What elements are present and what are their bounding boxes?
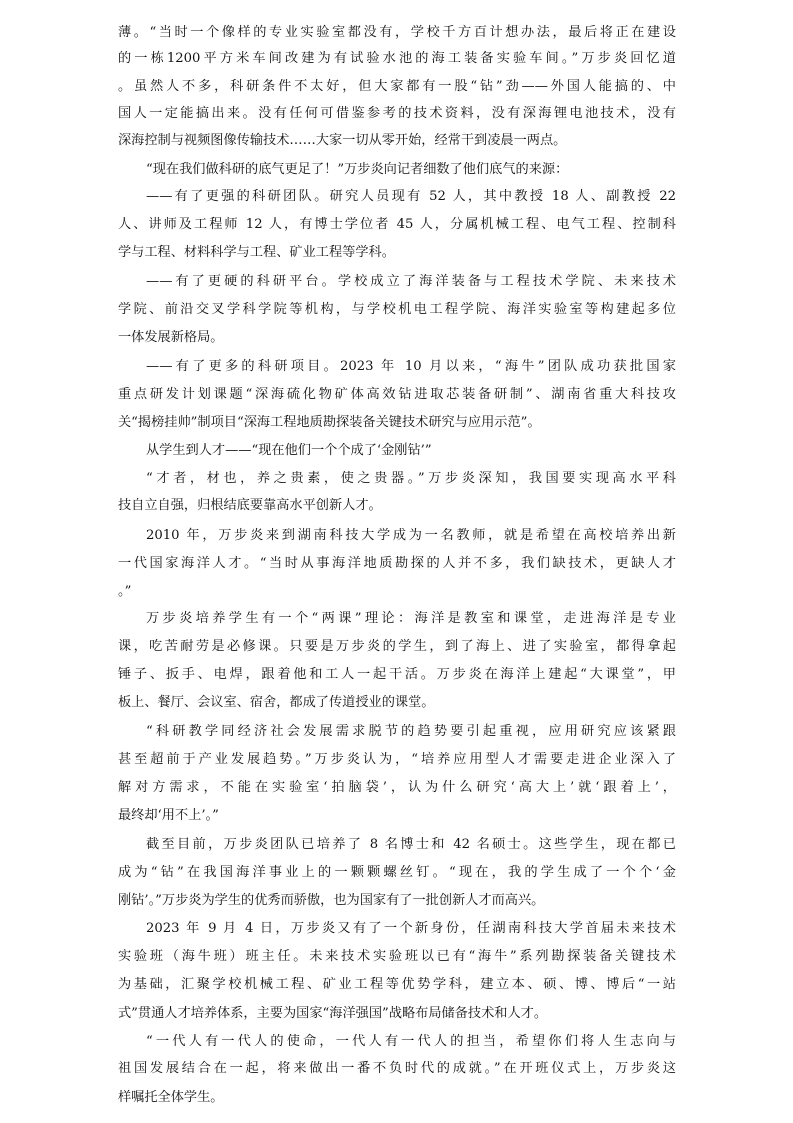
text-line: ——有了更强的科研团队。研究人员现有 52 人，其中教授 18 人、副教授 22	[146, 189, 676, 204]
text-line: 学与工程、材料科学与工程、矿业工程等学科。	[118, 245, 395, 260]
text-line: 薄。“当时一个像样的专业实验室都没有，学校千方百计想办法，最后将正在建设	[118, 25, 676, 40]
text-line: 2023 年 9 月 4 日，万步炎又有了一个新身份，任湖南科技大学首届未来技术	[146, 921, 676, 936]
text-line: “一代人有一代人的使命，一代人有一代人的担当，希望你们将人生志向与	[146, 1034, 676, 1049]
text-line: 技自立自强，归根结底要靠高水平创新人才。	[118, 498, 382, 513]
text-line: 锤子、扳手、电焊，跟着他和工人一起干活。万步炎在海洋上建起“大课堂”，甲	[118, 667, 676, 682]
text-line: ——有了更多的科研项目。2023 年 10 月以来，“海牛”团队成功获批国家	[146, 359, 676, 374]
text-line: 关“揭榜挂帅”制项目“深海工程地质勘探装备关键技术研究与应用示范”。	[118, 415, 541, 430]
text-line: 重点研发计划课题“深海硫化物矿体高效钻进取芯装备研制”、湖南省重大科技攻	[118, 387, 676, 402]
text-line: 实验班（海牛班）班主任。未来技术实验班以已有“海牛”系列勘探装备关键技术	[118, 949, 676, 964]
text-line: 祖国发展结合在一起，将来做出一番不负时代的成就。”在开班仪式上，万步炎这	[118, 1061, 676, 1076]
text-line: 为基础，汇聚学校机械工程、矿业工程等优势学科，建立本、硕、博、博后“一站	[118, 977, 676, 992]
text-line: 板上、餐厅、会议室、宿舍，都成了传道授业的课堂。	[118, 695, 435, 710]
text-line: “科研教学同经济社会发展需求脱节的趋势要引起重视，应用研究应该紧跟	[146, 724, 676, 739]
text-line: 一代国家海洋人才。“当时从事海洋地质勘探的人并不多，我们缺技术，更缺人才	[118, 556, 676, 571]
text-line: 截至目前，万步炎团队已培养了 8 名博士和 42 名硕士。这些学生，现在都已	[146, 837, 676, 852]
text-line: 2010 年，万步炎来到湖南科技大学成为一名教师，就是希望在高校培养出新	[146, 528, 676, 543]
text-line: 国人一定能搞出来。没有任何可借鉴参考的技术资料，没有深海锂电池技术，没有	[118, 106, 676, 121]
text-line: 解对方需求，不能在实验室‘拍脑袋’，认为什么研究‘高大上’就‘跟着上’，	[118, 780, 676, 795]
text-line: 成为“钻”在我国海洋事业上的一颗颗螺丝钉。“现在，我的学生成了一个个‘金	[118, 865, 676, 880]
text-line: “现在我们做科研的底气更足了！”万步炎向记者细数了他们底气的来源：	[146, 162, 569, 177]
text-line: 。”	[118, 584, 132, 599]
text-line: 样嘱托全体学生。	[118, 1090, 224, 1105]
text-line: 从学生到人才——“现在他们一个个成了‘金刚钻’”	[146, 443, 432, 458]
text-line: 万步炎培养学生有一个“两课”理论：海洋是教室和课堂，走进海洋是专业	[146, 611, 676, 626]
text-line: 的一栋1200平方米车间改建为有试验水池的海工装备实验车间。”万步炎回忆道	[118, 51, 676, 66]
text-line: 深海控制与视频图像传输技术……大家一切从零开始，经常干到凌晨一两点。	[118, 133, 567, 148]
text-line: 一体发展新格局。	[118, 330, 224, 345]
text-line: 刚钻’。”万步炎为学生的优秀而骄傲，也为国家有了一批创新人才而高兴。	[118, 893, 545, 908]
text-line: 课，吃苦耐劳是必修课。只要是万步炎的学生，到了海上、进了实验室，都得拿起	[118, 639, 676, 654]
text-line: 式”贯通人才培养体系，主要为国家“海洋强国”战略布局储备技术和人才。	[118, 1006, 548, 1021]
text-line: 甚至超前于产业发展趋势。”万步炎认为，“培养应用型人才需要走进企业深入了	[118, 752, 676, 767]
text-line: 学院、前沿交叉学科学院等机构，与学校机电工程学院、海洋实验室等构建起多位	[118, 302, 676, 317]
text-line: 人、讲师及工程师 12 人，有博士学位者 45 人，分属机械工程、电气工程、控制科	[118, 217, 676, 232]
text-line: ——有了更硬的科研平台。学校成立了海洋装备与工程技术学院、未来技术	[146, 274, 676, 289]
text-line: “才者，材也，养之贵素，使之贵器。”万步炎深知，我国要实现高水平科	[146, 471, 676, 486]
text-line: 最终却‘用不上’。”	[118, 808, 219, 823]
text-line: 。虽然人不多，科研条件不太好，但大家都有一股“钻”劲——外国人能搞的、中	[118, 79, 676, 94]
